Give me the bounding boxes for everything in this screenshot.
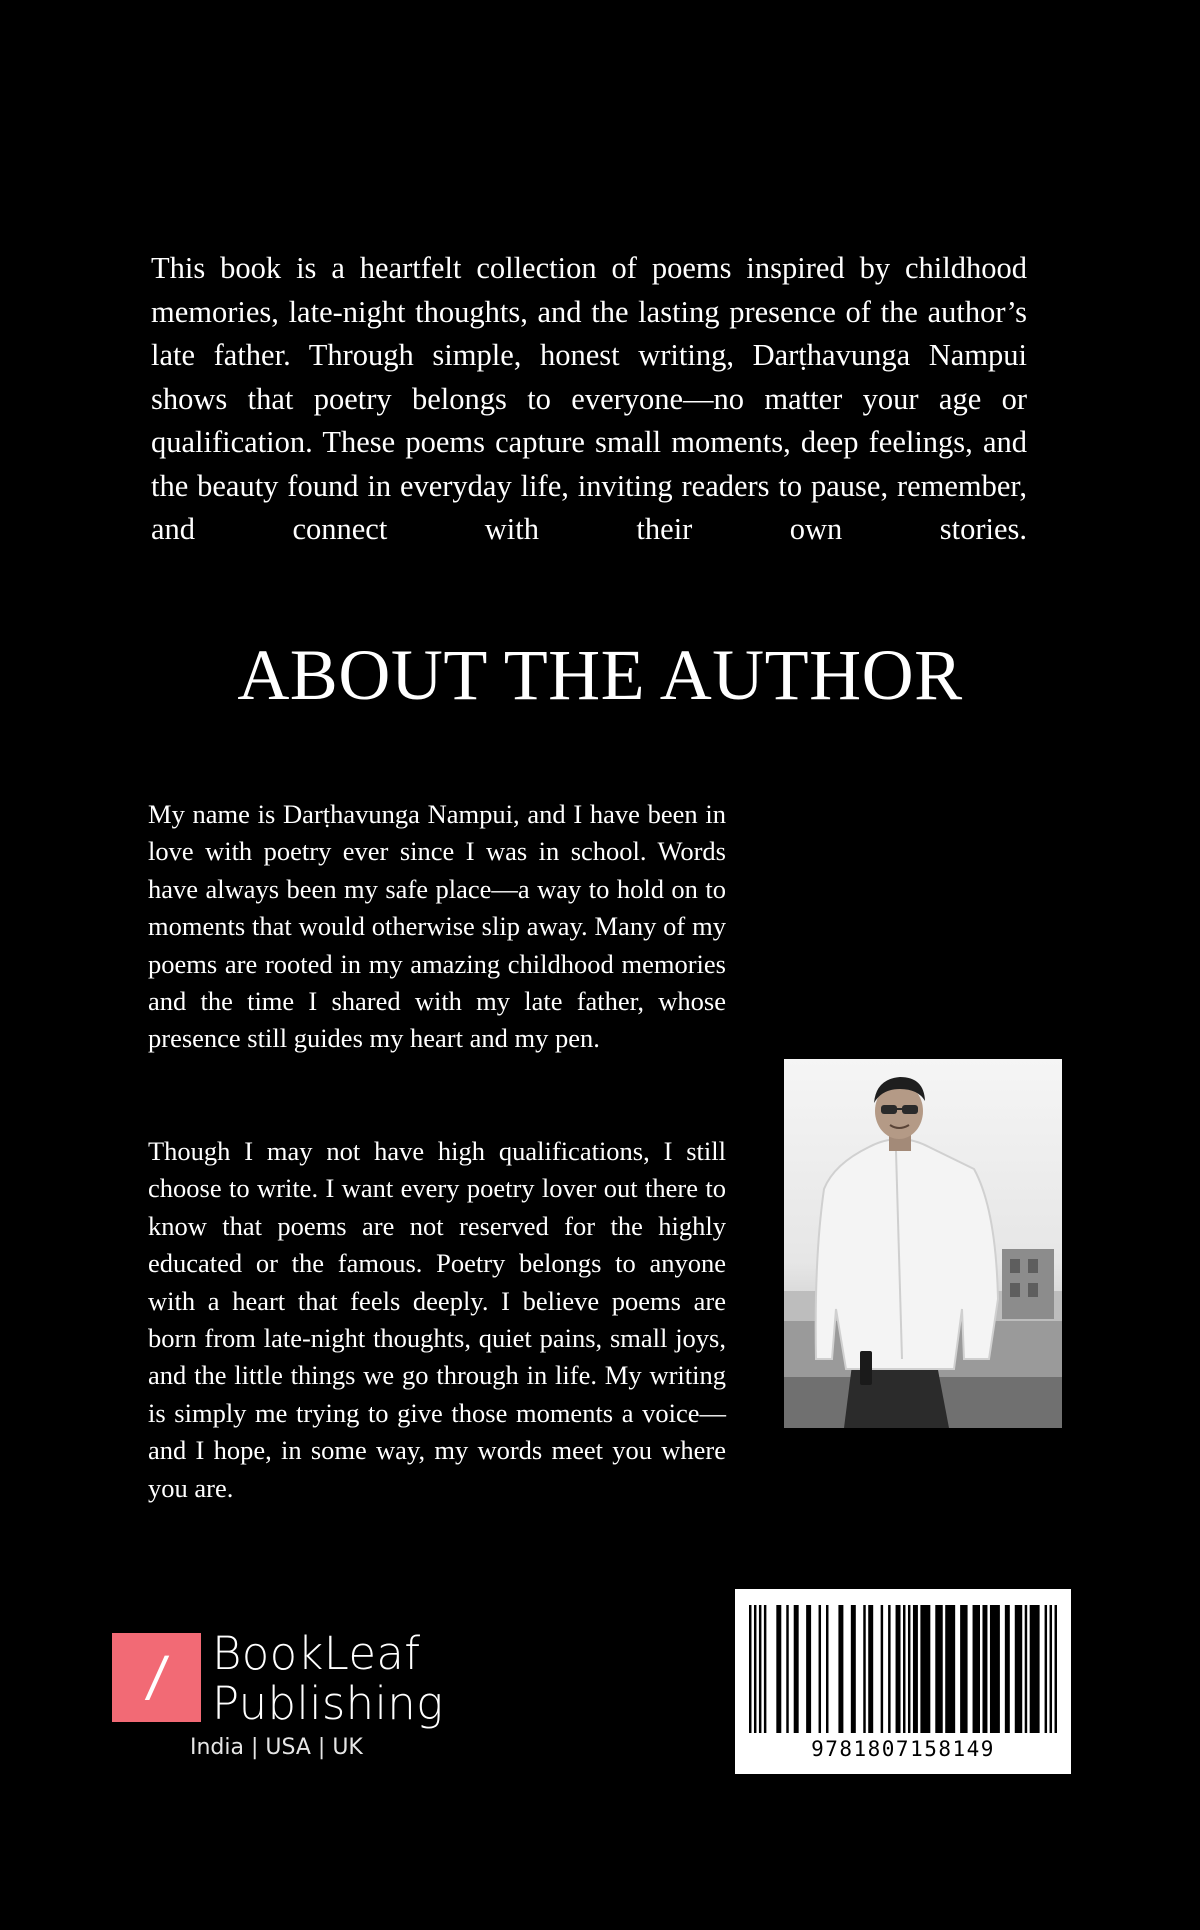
barcode-bar xyxy=(896,1605,901,1733)
barcode-bar xyxy=(881,1605,883,1733)
barcode-bar xyxy=(806,1605,811,1733)
barcode-bar xyxy=(776,1605,781,1733)
author-photo xyxy=(784,1059,1062,1428)
barcode-bar xyxy=(851,1605,856,1733)
barcode-bar xyxy=(1050,1605,1052,1733)
barcode-bar xyxy=(935,1605,942,1733)
barcode-bar xyxy=(786,1605,788,1733)
publisher-logo-mark xyxy=(112,1633,201,1722)
barcode-bar xyxy=(1055,1605,1057,1733)
isbn-barcode xyxy=(735,1589,1071,1774)
barcode-bar xyxy=(945,1605,955,1733)
photo-phone xyxy=(860,1351,872,1385)
photo-shirt xyxy=(816,1139,998,1369)
barcode-bar xyxy=(960,1605,967,1733)
barcode-bar xyxy=(913,1605,918,1733)
barcode-bar xyxy=(868,1605,873,1733)
barcode-bar xyxy=(920,1605,930,1733)
back-cover-blurb: This book is a heartfelt collection of poems inspired by childhood memories, late-night thoughts, and the lasting presence of the author’s late father. Through simple, honest writing, Darṭhavunga Nampui shows that poetry belongs to everyone—no matter your age or qualification. These poems capture small moments, deep feelings, and the beauty found in everyday life, inviting readers to pause, remember, and connect with their own stories. xyxy=(151,251,1027,546)
publisher-logo xyxy=(112,1629,452,1769)
publisher-name xyxy=(212,1629,443,1729)
author-bio-paragraph-2: Though I may not have high qualifications, I still choose to write. I want every poetry lover out there to know that poems are not reserved for the highly educated or the famous. Poetry belongs to anyone with a heart that feels deeply. I believe poems are born from late-night thoughts, quiet pains, small joys, and the little things we go through in life. My writing is simply me trying to give those moments a voice—and I hope, in some way, my words meet you where you are. xyxy=(148,1136,726,1503)
barcode-bar xyxy=(1030,1605,1040,1733)
author-bio-paragraph-1: My name is Darṭhavunga Nampui, and I have been in love with poetry ever since I was in school. Words have always been my safe place—a way to hold on to moments that would otherwise slip away. Many of my poems are rooted in my amazing childhood memories and the time I shared with my late father, whose presence still guides my heart and my pen. xyxy=(148,799,726,1054)
isbn-number: 9781807158149 xyxy=(811,1737,995,1761)
barcode-bar xyxy=(990,1605,1000,1733)
publisher-name-line-1: BookLeaf xyxy=(212,1627,421,1680)
sunglasses-icon xyxy=(881,1105,897,1114)
barcode-bar xyxy=(1025,1605,1027,1733)
publisher-name-line-2: Publishing xyxy=(212,1677,444,1730)
slash-icon: / xyxy=(143,1645,171,1708)
barcode-bar xyxy=(759,1605,761,1733)
barcode-bar xyxy=(1005,1605,1010,1733)
about-author-heading: ABOUT THE AUTHOR xyxy=(237,635,963,715)
barcode-bar xyxy=(1015,1605,1022,1733)
barcode-bar xyxy=(826,1605,828,1733)
publisher-regions: India | USA | UK xyxy=(190,1735,363,1760)
barcode-bars xyxy=(749,1605,1057,1733)
barcode-bar xyxy=(794,1605,799,1733)
barcode-bar xyxy=(819,1605,821,1733)
barcode-bar xyxy=(982,1605,987,1733)
barcode-bar xyxy=(838,1605,843,1733)
barcode-bar xyxy=(754,1605,756,1733)
barcode-bar xyxy=(903,1605,905,1733)
barcode-bar xyxy=(973,1605,980,1733)
barcode-bar xyxy=(863,1605,865,1733)
author-photo-illustration xyxy=(784,1059,1062,1428)
barcode-bar xyxy=(1045,1605,1047,1733)
barcode-bar xyxy=(908,1605,910,1733)
barcode-bar xyxy=(749,1605,751,1733)
barcode-bar xyxy=(764,1605,766,1733)
barcode-bar xyxy=(888,1605,890,1733)
